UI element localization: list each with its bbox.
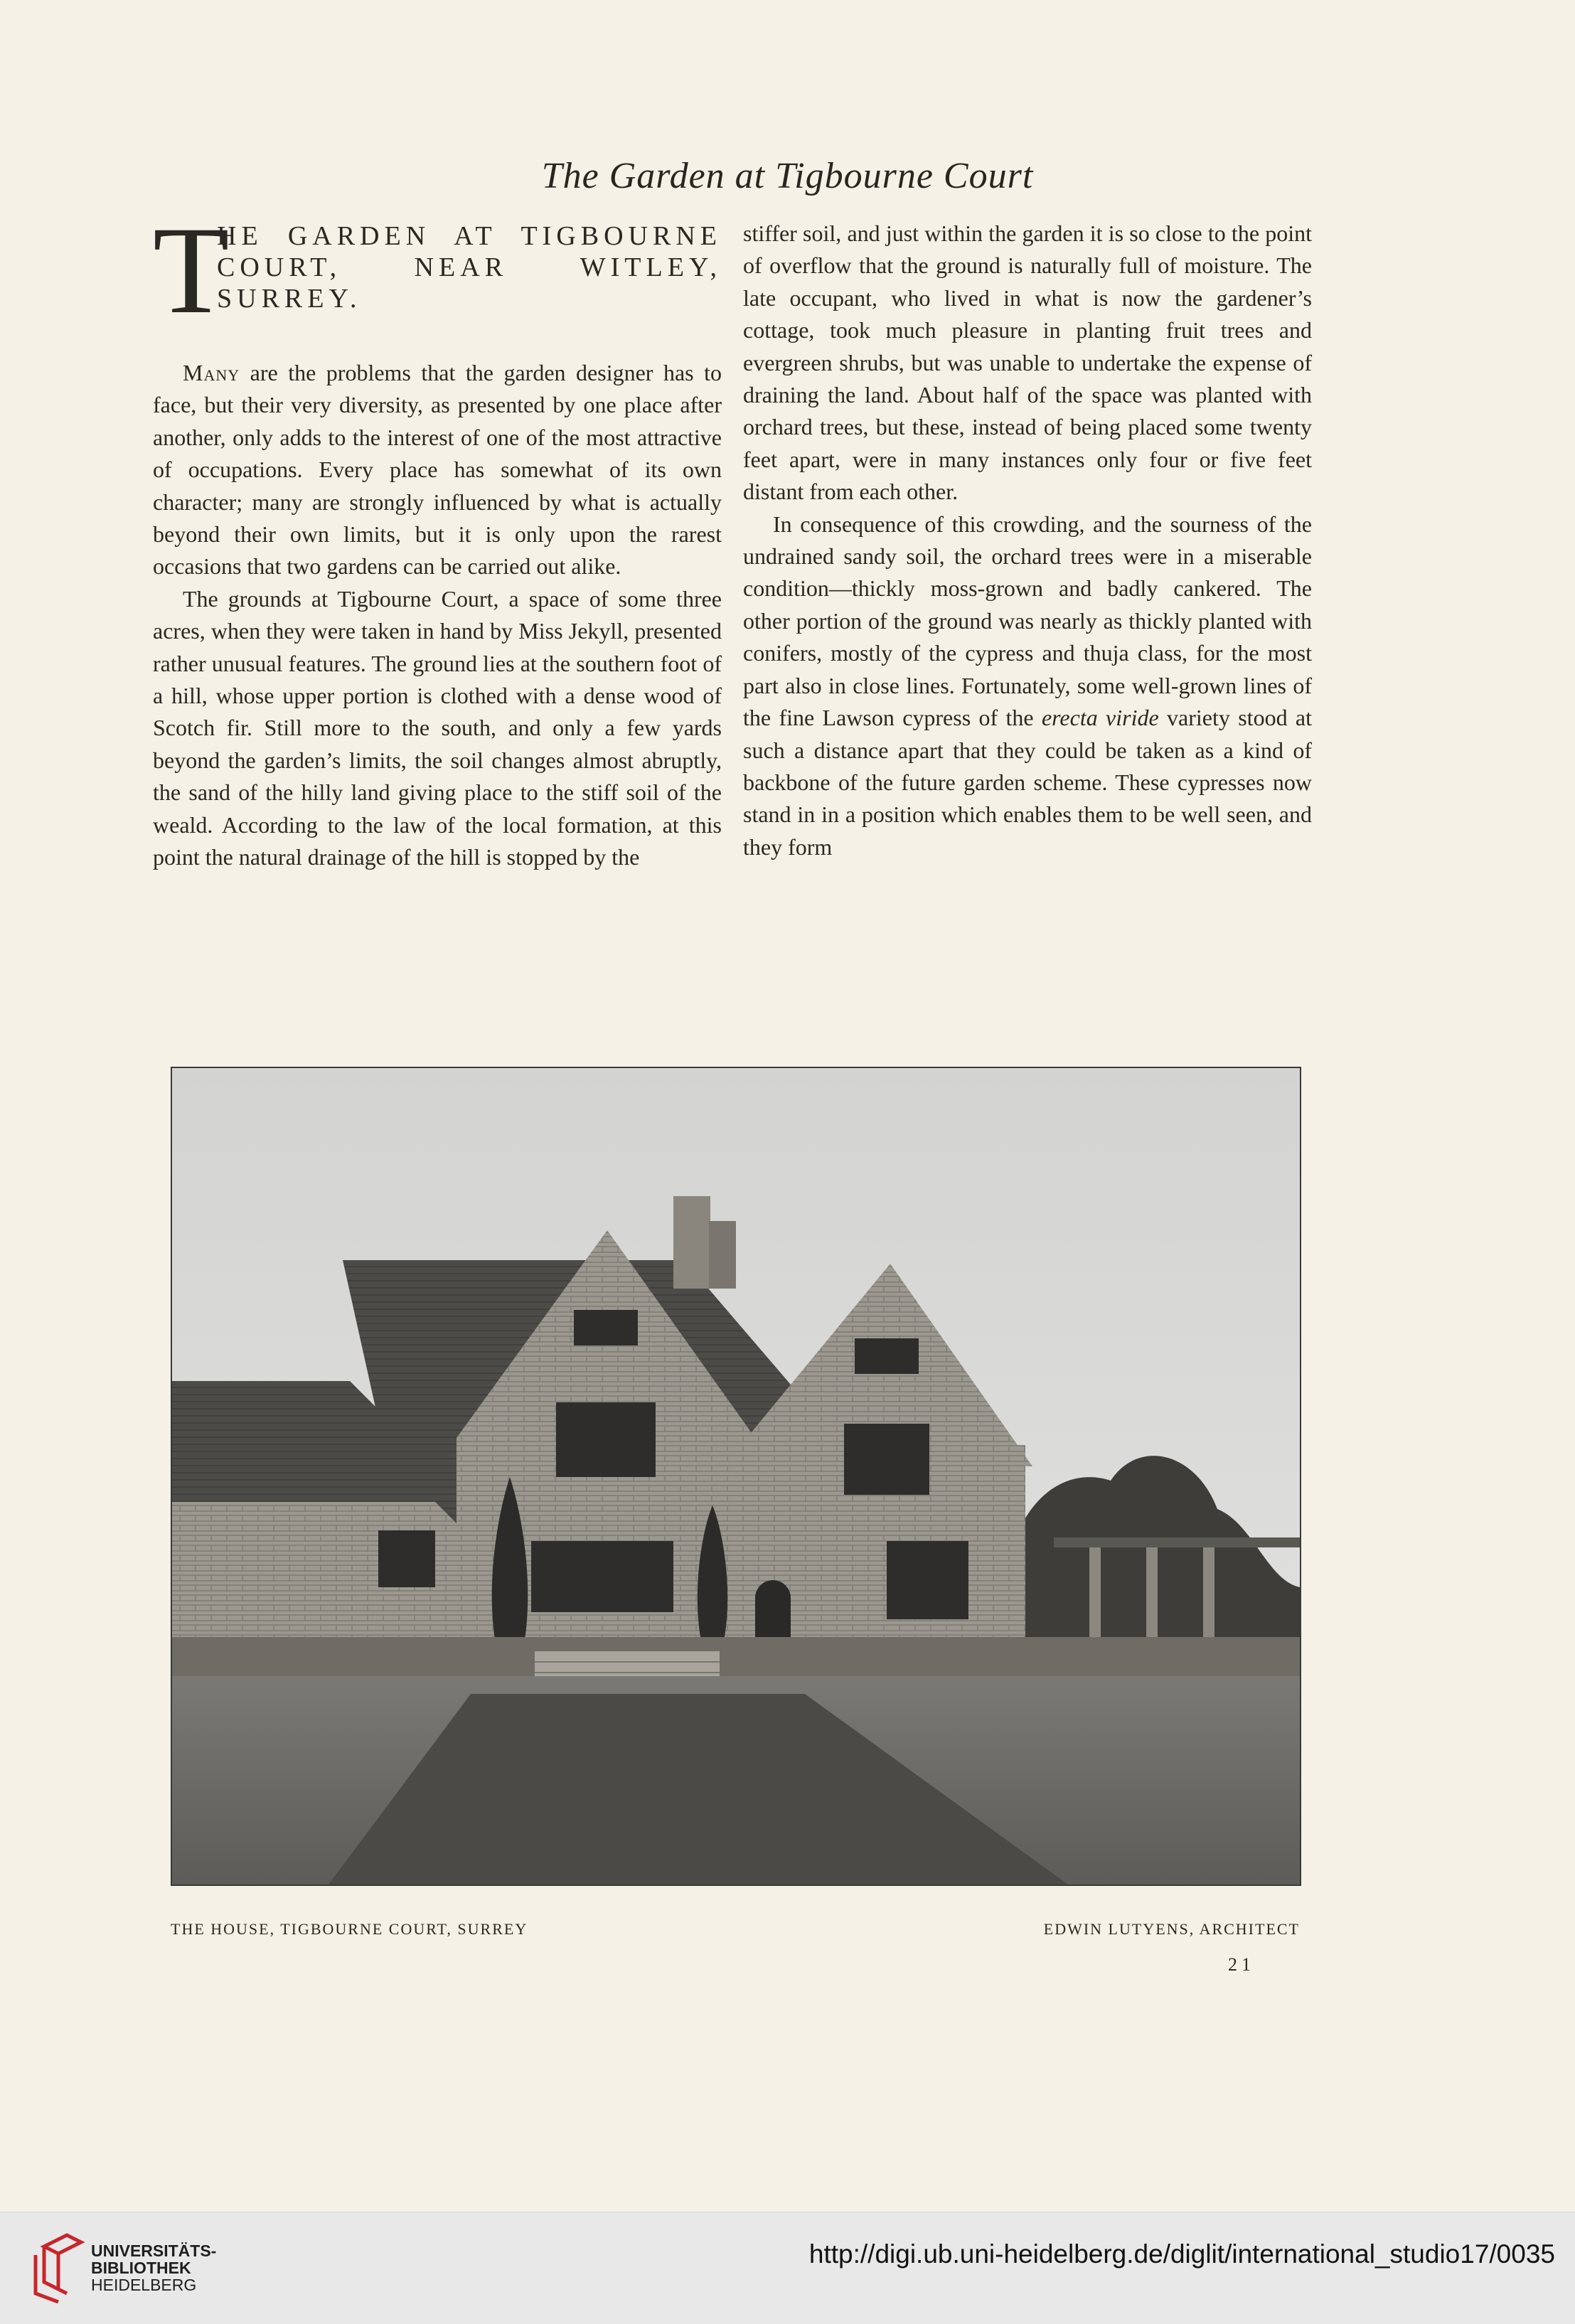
source-url-link[interactable]: http://digi.ub.uni-heidelberg.de/diglit/international_studio17/0035	[808, 2239, 1555, 2269]
library-name-line: BIBLIOTHEK	[91, 2259, 191, 2277]
paragraph-text: In consequence of this crowding, and the sourness of the undrained sandy soil, the orchard trees were in a miserable condition—thickly moss-grown and badly cankered. The other portion of the ground was nearly as thickly planted with conifers, mostly of the cypress and thuja class, for the most part also in close lines. Fortunately, some well-grown lines of the fine Lawson cypress of the	[743, 511, 1312, 731]
library-logo-icon	[31, 2232, 92, 2303]
house-photograph	[171, 1067, 1301, 1886]
text-column-right	[743, 218, 1312, 863]
paragraph: The grounds at Tigbourne Court, a space of some three acres, when they were taken in hand by Miss Jekyll, presented rather unusual features. The ground lies at the southern foot of a hill, whose upper portion is clothed with a dense wood of Scotch fir. Still more to the south, and only a few yards beyond the garden’s limits, the soil changes almost abruptly, the sand of the hilly land giving place to the stiff soil of the weald. According to the law of the local formation, at this point the natural drainage of the hill is stopped by the	[153, 585, 722, 870]
library-name	[91, 2242, 216, 2293]
article-heading	[153, 201, 722, 340]
text-column-left	[153, 201, 722, 874]
lead-word: Many	[183, 360, 240, 385]
library-footer	[0, 2212, 1575, 2324]
article-title: HE GARDEN AT TIGBOURNE COURT, NEAR WITLEY, SURREY.	[217, 221, 722, 314]
library-name-line: UNIVERSITÄTS-	[91, 2242, 217, 2260]
photo-caption: THE HOUSE, TIGBOURNE COURT, SURREY	[171, 1920, 528, 1938]
running-title: The Garden at Tigbourne Court	[541, 156, 1034, 196]
paragraph-text: variety stood at such a distance apart that they could be taken as a kind of backbone of the future garden scheme. These cypresses now stand in in a position which enables them to be well seen, and they form	[743, 705, 1312, 860]
library-name-line: HEIDELBERG	[91, 2276, 197, 2294]
paragraph	[743, 508, 1312, 863]
paragraph: stiffer soil, and just within the garden it is so close to the point of overflow that the ground is naturally full of moisture. The late occupant, who lived in what is now the gardener’s cottage, took much pleasure in planting fruit trees and evergreen shrubs, but was unable to undertake the expense of draining the land. About half of the space was planted with orchard trees, but these, instead of being placed some twenty feet apart, were in many instances only four or five feet distant from each other.	[743, 220, 1312, 505]
drop-cap: T	[153, 201, 230, 340]
paragraph	[153, 357, 722, 583]
page-number: 21	[1228, 1954, 1255, 1975]
photo-credit: EDWIN LUTYENS, ARCHITECT	[1043, 1920, 1300, 1938]
italic-term: erecta viride	[1041, 705, 1159, 731]
paragraph-text: are the problems that the garden designer has to face, but their very diversity, as presented by one place after another, only adds to the interest of one of the most attractive of occupations. Every place has somewhat of its own character; many are strongly influenced by what is actually beyond their own limits, but it is only upon the rarest occasions that two gardens can be carried out alike.	[153, 360, 722, 580]
